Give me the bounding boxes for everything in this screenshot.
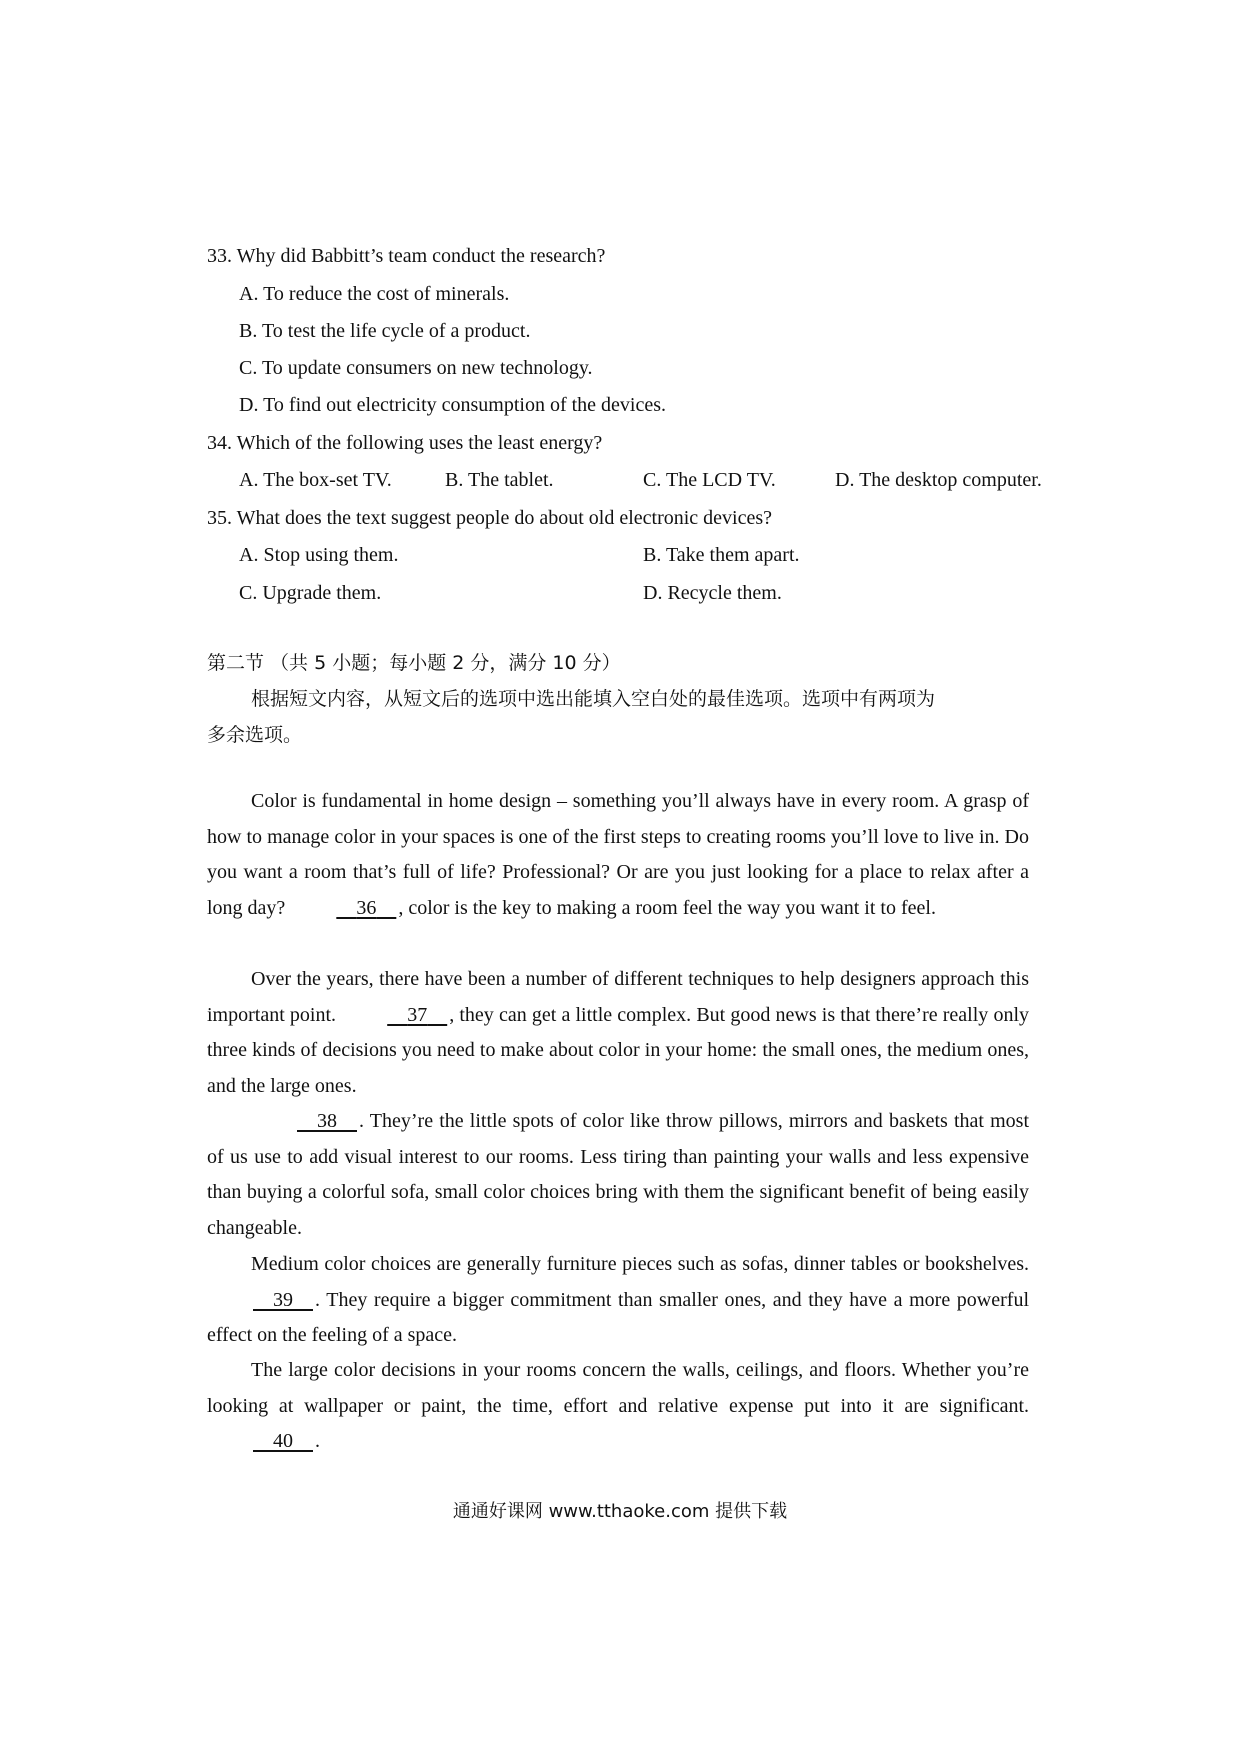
footer-source: 通通好课网 www.tthaoke.com 提供下载 bbox=[452, 1501, 788, 1522]
question-33-option-d: D. To find out electricity consumption of the devices. bbox=[239, 394, 667, 416]
question-34-option-c: C. The LCD TV. bbox=[643, 469, 776, 491]
paragraph-2-text-after: , they can get a little complex. But good news is that there’re really only three kinds of decisions you need to make about color in your home: the small ones, the medium ones, and the large ones. bbox=[207, 1003, 1029, 1097]
section-2-title: 第二节 （共 5 小题；每小题 2 分，满分 10 分） bbox=[207, 652, 621, 674]
paragraph-1-text-before: Color is fundamental in home design – something you’ll always have in every room. A grasp of how to manage color in your spaces is one of the first steps to creating rooms you’ll love to live in. Do you want a room that’s full of life? Professional? Or are you just looking for a place to relax after a long day? bbox=[207, 790, 1029, 919]
question-33-option-a: A. To reduce the cost of minerals. bbox=[239, 283, 510, 305]
blank-36 bbox=[290, 891, 398, 927]
paragraph-2-text-before: Over the years, there have been a number of different techniques to help designers approach this important point. bbox=[207, 968, 1029, 1026]
question-34-option-d: D. The desktop computer. bbox=[835, 469, 1042, 491]
blank-39 bbox=[207, 1283, 315, 1319]
question-33-option-c: C. To update consumers on new technology. bbox=[239, 357, 593, 379]
paragraph-4-text-before: Medium color choices are generally furniture pieces such as sofas, dinner tables or bookshelves. bbox=[251, 1253, 1029, 1275]
question-34-option-b: B. The tablet. bbox=[445, 469, 554, 491]
paragraph-3-text-after: . They’re the little spots of color like throw pillows, mirrors and baskets that most of us use to add visual interest to our rooms. Less tiring than painting your walls and less expensive than buying a colorful sofa, small color choices bring with them the significant benefit of being easily changeable. bbox=[207, 1110, 1029, 1239]
passage-paragraph-4 bbox=[207, 1247, 1029, 1354]
blank-40-number: 40 bbox=[273, 1430, 293, 1452]
blank-38 bbox=[251, 1104, 359, 1140]
paragraph-4-text-after: . They require a bigger commitment than smaller ones, and they have a more powerful effect on the feeling of a space. bbox=[207, 1288, 1029, 1346]
blank-39-number: 39 bbox=[273, 1288, 293, 1311]
blank-37 bbox=[341, 998, 449, 1034]
paragraph-5-text-before: The large color decisions in your rooms concern the walls, ceilings, and floors. Whether you’re looking at wallpaper or paint, the time, effort and relative expense put into it are significant. bbox=[207, 1359, 1029, 1417]
paragraph-1-text-after: , color is the key to making a room feel the way you want it to feel. bbox=[398, 896, 936, 919]
blank-40 bbox=[207, 1424, 315, 1460]
blank-38-number: 38 bbox=[317, 1110, 337, 1132]
question-35-option-b: B. Take them apart. bbox=[643, 544, 800, 566]
section-2-instruction-line1: 根据短文内容，从短文后的选项中选出能填入空白处的最佳选项。选项中有两项为 bbox=[251, 688, 936, 710]
passage-paragraph-5 bbox=[207, 1353, 1029, 1460]
paragraph-5-text-after: . bbox=[315, 1430, 320, 1452]
question-34-option-a: A. The box-set TV. bbox=[239, 469, 392, 491]
question-34-stem: 34. Which of the following uses the least energy? bbox=[207, 432, 603, 454]
question-33-option-b: B. To test the life cycle of a product. bbox=[239, 320, 531, 342]
section-2-instruction-line2: 多余选项。 bbox=[207, 724, 303, 746]
question-35-option-d: D. Recycle them. bbox=[643, 582, 782, 604]
question-35-option-c: C. Upgrade them. bbox=[239, 582, 382, 604]
question-35-option-a: A. Stop using them. bbox=[239, 544, 399, 566]
question-35-stem: 35. What does the text suggest people do about old electronic devices? bbox=[207, 507, 773, 529]
question-33-stem: 33. Why did Babbitt’s team conduct the research? bbox=[207, 245, 606, 267]
blank-37-number: 37 bbox=[407, 1003, 428, 1026]
passage-paragraph-1 bbox=[207, 784, 1029, 926]
blank-36-number: 36 bbox=[356, 896, 377, 919]
passage-paragraph-3 bbox=[207, 1104, 1029, 1246]
passage-paragraph-2 bbox=[207, 962, 1029, 1104]
